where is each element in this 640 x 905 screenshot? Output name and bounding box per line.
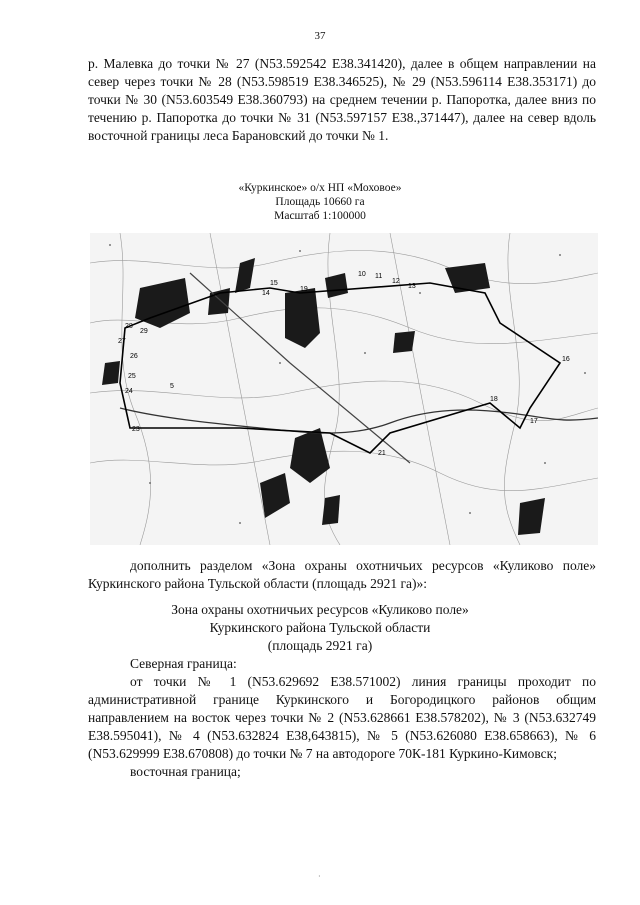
map-image (90, 233, 598, 545)
map-point-label: 10 (358, 271, 366, 278)
map-point-label: 25 (128, 373, 136, 380)
map-point-label: 26 (130, 353, 138, 360)
map-point-label: 24 (125, 388, 133, 395)
boundary-paragraph (88, 55, 596, 145)
map-point-label: 23 (132, 426, 140, 433)
map-point-label: 16 (562, 356, 570, 363)
map-point-label: 21 (378, 450, 386, 457)
boundary-text: р. Малевка до точки № 27 (N53.592542 E38.341420), далее в общем направлении на север через точки № 28 (N53.598519 E38.346525), № 29 (N53.596114 E38.353171) до точки № 30 (N53.603549 E38.360793) на среднем течении р. Папоротка, далее вниз по течению р. Папоротка до точки № 31 (N53.597157 E38.,371447), далее на север вдоль восточной границы леса Барановский до точки № 1. (88, 56, 596, 143)
map-point-label: 12 (392, 278, 400, 285)
zone-title: Зона охраны охотничьих ресурсов «Куликово поле» (171, 602, 469, 617)
page-number: 37 (314, 30, 326, 42)
map-point-label: 11 (375, 273, 383, 280)
map-point-label: 5 (170, 383, 174, 390)
map-caption-title: «Куркинское» о/х НП «Моховое» (238, 182, 402, 194)
map-caption-scale: Масштаб 1:100000 (274, 210, 366, 222)
map-caption (0, 181, 640, 223)
map-point-label: 29 (140, 328, 148, 335)
north-boundary-section (88, 655, 596, 781)
zone-heading (0, 601, 640, 655)
map-point-label: 15 (270, 280, 278, 287)
addition-text: дополнить разделом «Зона охраны охотничьих ресурсов «Куликово поле» Куркинского района Тульской области (площадь 2921 га)»: (88, 558, 596, 591)
map-point-label: 27 (118, 338, 126, 345)
north-boundary-heading: Северная граница: (130, 656, 237, 671)
north-boundary-text: от точки № 1 (N53.629692 E38.571002) линия границы проходит по административной границе Куркинского и Богородицкого районов общим направлением на восток через точки № 2 (N53.628661 E38.578202), № 3 (N53.632749 E38.595041), № 4 (N53.632824 E38,643815), № 5 (N53.626080 E38.658663), № 6 (N53.629999 E38.670808) до точки № 7 на автодороге 70К-181 Куркино-Кимовск; (88, 674, 596, 761)
zone-area: (площадь 2921 га) (267, 638, 373, 653)
zone-district: Куркинского района Тульской области (209, 620, 431, 635)
hunting-area-map (90, 233, 598, 545)
map-point-label: 19 (300, 286, 308, 293)
map-point-label: 17 (530, 418, 538, 425)
footer-mark: · (318, 872, 321, 881)
map-caption-area: Площадь 10660 га (275, 196, 365, 208)
east-boundary-heading: восточная граница; (130, 764, 241, 779)
map-point-label: 13 (408, 283, 416, 290)
addition-paragraph (88, 557, 596, 593)
map-point-label: 28 (125, 323, 133, 330)
map-point-label: 18 (490, 396, 498, 403)
map-point-label: 14 (262, 290, 270, 297)
